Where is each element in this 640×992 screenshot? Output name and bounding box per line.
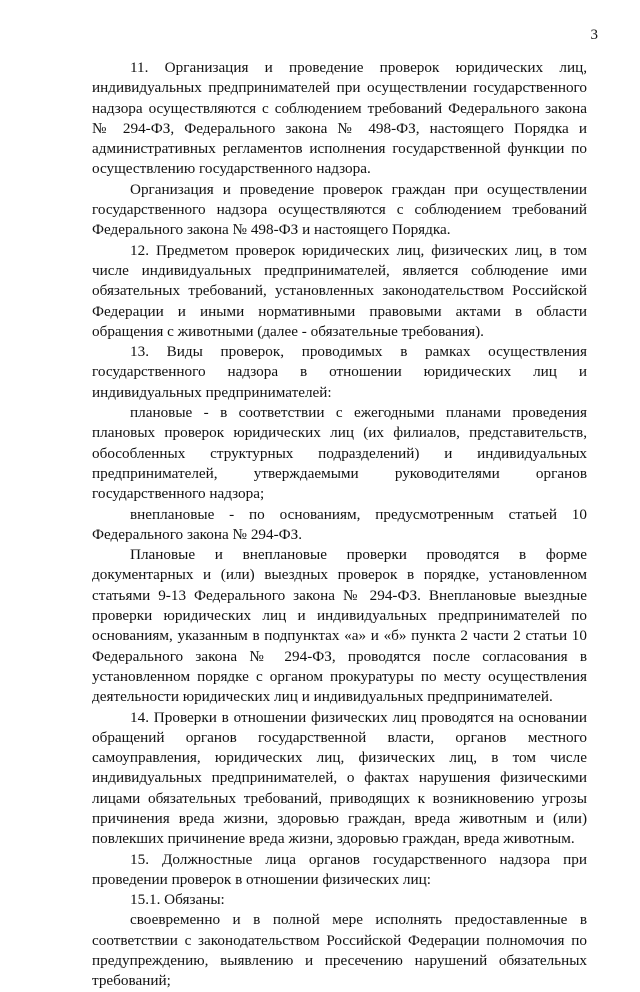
paragraph-11-citizens: Организация и проведение проверок граждан при осуществлении государственного надзора осуществляются с соблюдением требований Федерального закона № 498-ФЗ и настоящего Порядка.: [92, 180, 587, 239]
paragraph-15-1-item: своевременно и в полной мере исполнять предоставленные в соответствии с законодательством Российской Федерации полномочия по предупреждению, выявлению и пресечению нарушений обязательных требований;: [92, 911, 587, 990]
paragraph-11: 11. Организация и проведение проверок юридических лиц, индивидуальных предпринимателей при осуществлении государственного надзора осуществляются с соблюдением требований Федерального закона № 294-ФЗ, Федерального закона № 498-ФЗ, настоящего Порядка и административных регламентов исполнения государственной функции по осуществлению государственного надзора.: [92, 59, 587, 178]
paragraph-13: 13. Виды проверок, проводимых в рамках осуществления государственного надзора в отношении юридических лиц и индивидуальных предпринимателей:: [92, 343, 587, 401]
paragraph-15-1: 15.1. Обязаны:: [130, 891, 225, 909]
paragraph-13-unscheduled: внеплановые - по основаниям, предусмотренным статьей 10 Федерального закона № 294-ФЗ.: [92, 505, 587, 543]
paragraph-14: 14. Проверки в отношении физических лиц проводятся на основании обращений органов государственной власти, органов местного самоуправления, юридических лиц, физических лиц, в том числе индивидуальных предпринимателей, о фактах нарушения физическими лицами обязательных требований, приводящих к возникновению угрозы причинения вреда жизни, здоровью граждан, вреда животным и (или) повлекших причинение вреда жизни, здоровью граждан, вреда животным.: [92, 708, 587, 848]
document-body: [92, 58, 587, 992]
paragraph-13-planned: плановые - в соответствии с ежегодными планами проведения плановых проверок юридических лиц (их филиалов, представительств, обособленных структурных подразделений) и индивидуальных предпринимателей, утверждаемыми руководителями органов государственного надзора;: [92, 404, 587, 503]
page-number: 3: [590, 27, 598, 43]
paragraph-12: 12. Предметом проверок юридических лиц, физических лиц, в том числе индивидуальных предпринимателей, является соблюдение ими обязательных требований, установленных законодательством Российской Федерации и иными нормативными правовыми актами в области обращения с животными (далее - обязательные требования).: [92, 241, 587, 340]
paragraph-15: 15. Должностные лица органов государственного надзора при проведении проверок в отношении физических лиц:: [92, 850, 587, 888]
paragraph-13-forms: Плановые и внеплановые проверки проводятся в форме документарных и (или) выездных проверок в порядке, установленном статьями 9-13 Федерального закона № 294-ФЗ. Внеплановые выездные проверки юридических лиц и индивидуальных предпринимателей по основаниям, указанным в подпунктах «а» и «б» пункта 2 части 2 статьи 10 Федерального закона № 294-ФЗ, проводятся после согласования в установленном порядке с органом прокуратуры по месту осуществления деятельности юридических лиц и индивидуальных предпринимателей.: [92, 546, 587, 706]
